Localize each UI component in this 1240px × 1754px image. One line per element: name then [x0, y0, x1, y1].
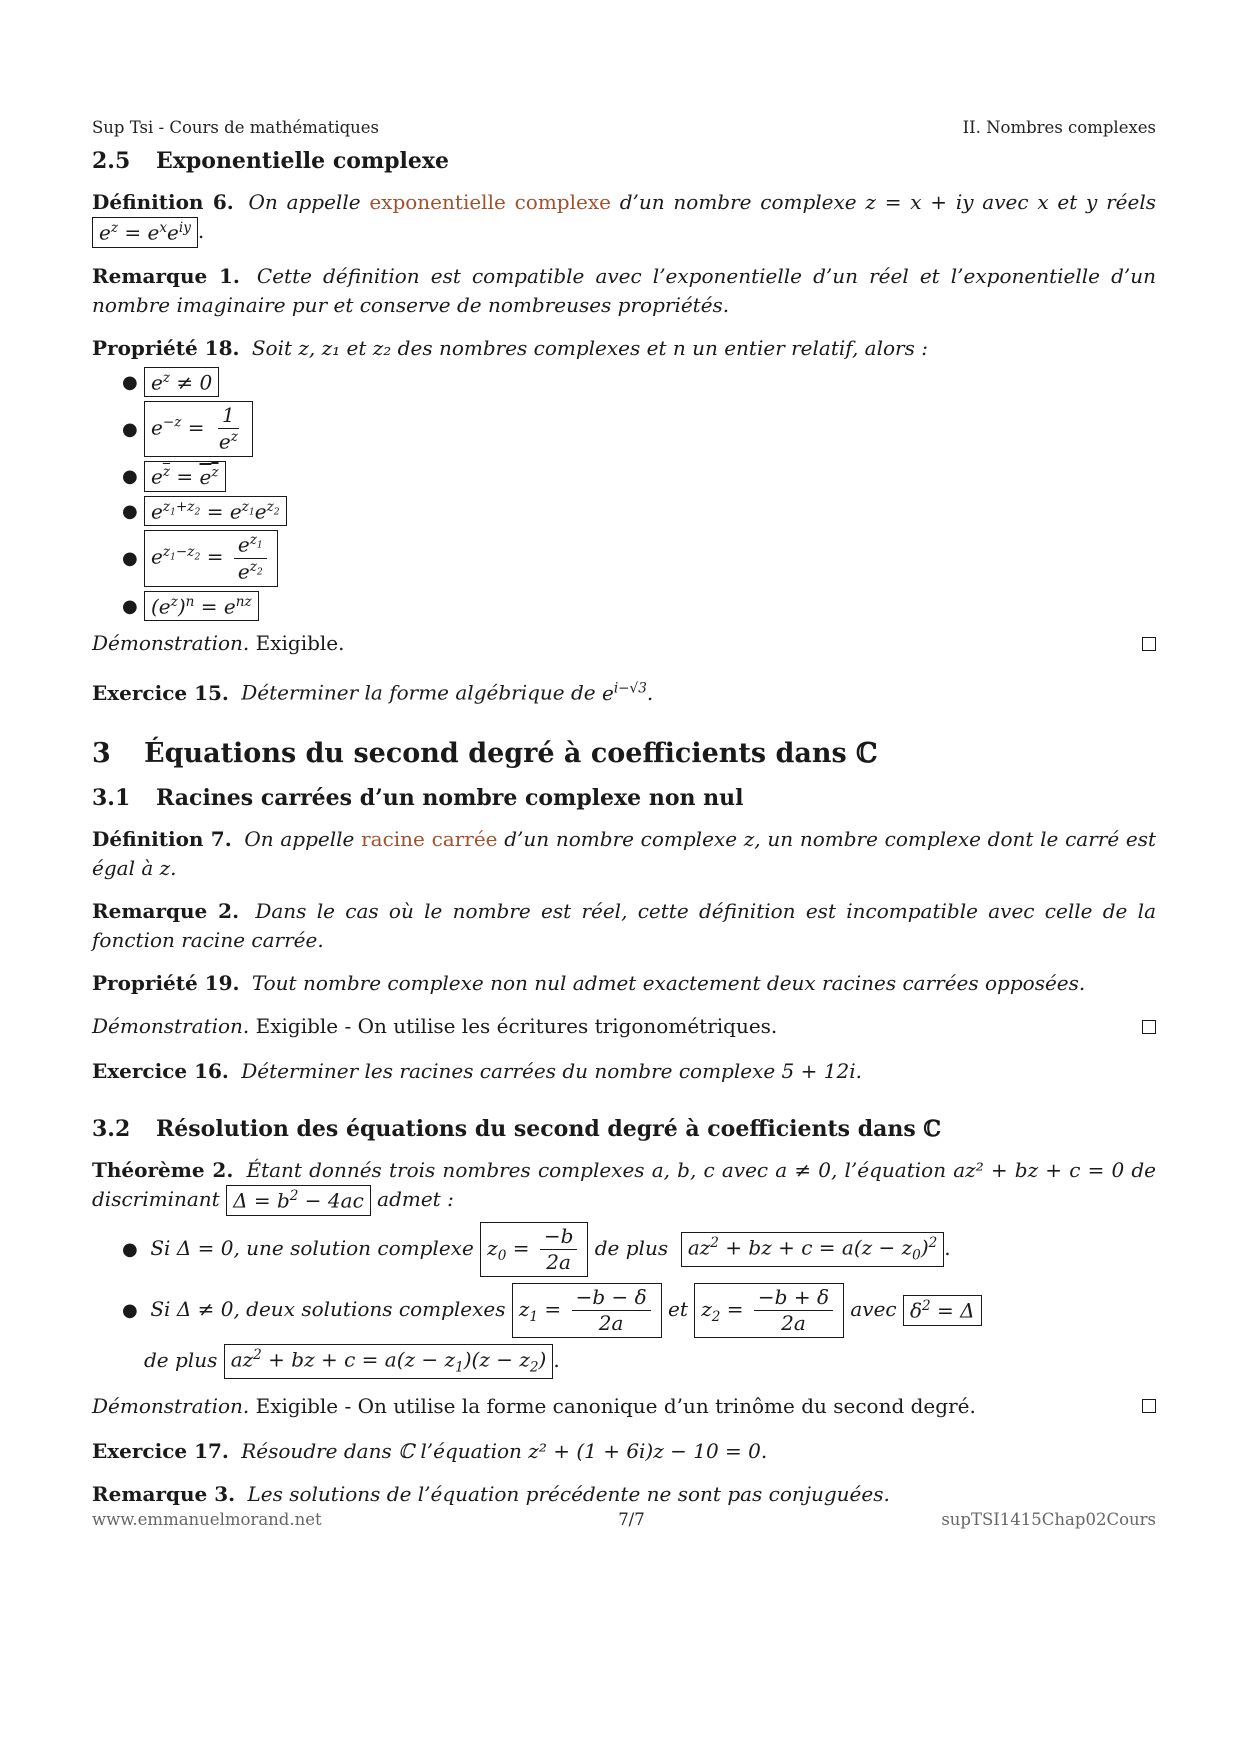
list-item — [122, 461, 1156, 492]
theorem-text-1: Étant donnés trois nombres complexes a, b, c avec a ≠ 0, l’équation az² + bz + c = 0 de discriminant — [92, 1158, 1157, 1212]
remark-label: Remarque 2. — [92, 899, 240, 924]
boxed-formula: $e^{z_1-z_2}$ = $\frac{e^{z_1}}{e^{z_2}}$ — [144, 530, 278, 586]
property-text: Soit z, z₁ et z₂ des nombres complexes et n un entier relatif, alors : — [251, 335, 928, 360]
case-text: Si Δ = 0, une solution complexe — [150, 1235, 474, 1260]
case-text: de plus — [594, 1235, 669, 1260]
footer-website-link[interactable]: www.emmanuelmorand.net — [92, 1510, 322, 1529]
header-right: II. Nombres complexes — [962, 118, 1156, 137]
section-title: Exponentielle complexe — [156, 148, 450, 174]
list-item — [122, 367, 1156, 398]
section-3-2-heading — [92, 1116, 1156, 1142]
section-number: 2.5 — [92, 148, 131, 174]
case-text: de plus — [144, 1347, 218, 1372]
list-item — [122, 401, 1156, 457]
definition-keyword: racine carrée — [361, 827, 498, 852]
bullet-icon: ● — [122, 595, 138, 617]
demonstration-label: Démonstration. — [92, 1393, 250, 1418]
header-left: Sup Tsi - Cours de mathématiques — [92, 118, 380, 137]
running-header — [92, 118, 1156, 146]
list-item: ● Si Δ = 0, une solution complexe $z_0$ = $\frac{-b}{2a}$ de plus $az^2$ + bz + $c = a(z - z_0)^2$ . — [122, 1222, 1156, 1277]
boxed-formula: $(e^z)^n = e^{nz}$ — [144, 591, 259, 622]
definition-keyword: exponentielle complexe — [369, 190, 611, 214]
theorem-2-cases — [122, 1222, 1156, 1382]
bullet-icon: ● — [122, 371, 138, 393]
case-text: Si Δ ≠ 0, deux solutions complexes — [150, 1296, 506, 1321]
boxed-formula: $e^{-z}$ = $\frac{1}{e^z}$ — [144, 401, 253, 457]
boxed-formula: $z_0$ = $\frac{-b}{2a}$ — [480, 1222, 588, 1277]
definition-7 — [92, 825, 1156, 883]
definition-text-2: d’un nombre complexe z, un nombre complexe dont le carré est égal à z. — [92, 827, 1157, 881]
boxed-formula: $\delta^2 = \Delta$ — [903, 1295, 982, 1326]
theorem-2 — [92, 1156, 1156, 1216]
remark-3 — [92, 1480, 1156, 1509]
definition-6 — [92, 188, 1156, 248]
property-label: Propriété 19. — [92, 971, 240, 996]
demonstration-text: Exigible - On utilise les écritures trigonométriques. — [255, 1014, 778, 1039]
theorem-text-2: admet : — [377, 1187, 454, 1212]
boxed-formula: $\Delta = b^2 - 4ac$ — [226, 1185, 371, 1216]
exercise-label: Exercice 17. — [92, 1438, 229, 1463]
case-continuation: de plus $az^2$ + bz + $c = a(z - z_1)(z - z_2)$ . — [144, 1338, 1156, 1382]
section-number: 3.2 — [92, 1116, 131, 1143]
definition-end: . — [197, 219, 205, 243]
bullet-icon: ● — [122, 548, 138, 570]
fraction: $\frac{-b + \delta}{2a}$ — [754, 1286, 833, 1335]
bullet-icon: ● — [122, 500, 138, 522]
boxed-formula: $z_2$ = $\frac{-b + \delta}{2a}$ — [694, 1283, 844, 1338]
remark-text: Cette définition est compatible avec l’exponentielle d’un réel et l’exponentielle d’un nombre imaginaire pur et conserve de nombreuses propriétés. — [92, 263, 1156, 317]
qed-square-icon — [1142, 1399, 1156, 1413]
definition-label: Définition 6. — [92, 190, 234, 214]
definition-text-2: d’un nombre complexe z = x + iy avec x et y réels — [619, 190, 1157, 214]
page-footer — [92, 1510, 1156, 1529]
section-2-5-heading — [92, 148, 1156, 174]
property-19 — [92, 969, 1156, 998]
definition-text-1: On appelle — [248, 190, 361, 214]
boxed-formula: $e^z \ne 0$ — [144, 367, 219, 398]
demonstration-1 — [92, 629, 1156, 658]
exercise-text: Déterminer la forme algébrique de — [241, 681, 596, 706]
qed-square-icon — [1142, 637, 1156, 651]
list-item — [122, 496, 1156, 527]
list-item — [122, 1283, 1156, 1382]
section-number: 3 — [92, 738, 111, 770]
section-title: Racines carrées d’un nombre complexe non nul — [156, 785, 744, 812]
demonstration-label: Démonstration. — [92, 631, 250, 656]
boxed-formula: $az^2$ + bz + $c = a(z - z_1)(z - z_2)$ — [224, 1344, 554, 1379]
section-3-heading — [92, 738, 1156, 769]
exercise-label: Exercice 16. — [92, 1059, 229, 1084]
fraction: $\frac{-b}{2a}$ — [540, 1225, 578, 1274]
demonstration-2 — [92, 1012, 1156, 1041]
section-number: 3.1 — [92, 785, 131, 812]
demonstration-text: Exigible - On utilise la forme canonique d’un trinôme du second degré. — [255, 1393, 976, 1418]
remark-label: Remarque 3. — [92, 1481, 236, 1506]
theorem-label: Théorème 2. — [92, 1158, 234, 1183]
exercise-16 — [92, 1057, 1156, 1086]
property-18 — [92, 334, 1156, 363]
case-text: et — [668, 1296, 688, 1321]
fraction: $\frac{e^{z_1}}{e^{z_2}}$ — [234, 533, 267, 583]
remark-label: Remarque 1. — [92, 263, 240, 288]
case-text: avec — [850, 1296, 897, 1321]
fraction: $\frac{-b - \delta}{2a}$ — [572, 1286, 651, 1335]
page-content — [92, 118, 1156, 1523]
boxed-formula: $z_1$ = $\frac{-b - \delta}{2a}$ — [512, 1283, 662, 1338]
property-text: Tout nombre complexe non nul admet exactement deux racines carrées opposées. — [251, 971, 1086, 996]
demonstration-label: Démonstration. — [92, 1014, 250, 1039]
remark-2 — [92, 897, 1156, 955]
exercise-text: Déterminer les racines carrées du nombre complexe 5 + 12i. — [241, 1059, 862, 1084]
page-number: 7/7 — [618, 1510, 645, 1529]
fraction: $\frac{1}{e^z}$ — [218, 403, 238, 455]
demonstration-3 — [92, 1392, 1156, 1421]
section-title: Résolution des équations du second degré à coefficients dans ℂ — [156, 1116, 941, 1143]
bullet-icon: ● — [122, 1238, 138, 1260]
bullet-icon: ● — [122, 465, 138, 487]
boxed-formula: $e^z = e^xe^{iy}$ — [92, 217, 198, 248]
demonstration-text: Exigible. — [255, 631, 345, 656]
boxed-formula: $az^2$ + bz + $c = a(z - z_0)^2$ — [681, 1232, 944, 1267]
definition-text-1: On appelle — [244, 827, 355, 852]
qed-square-icon — [1142, 1020, 1156, 1034]
exercise-text: Résoudre dans ℂ l’équation z² + (1 + 6i)z − 10 = 0. — [241, 1438, 768, 1463]
remark-text: Les solutions de l’équation précédente ne sont pas conjuguées. — [247, 1481, 890, 1506]
exercise-17 — [92, 1437, 1156, 1466]
section-3-1-heading — [92, 785, 1156, 811]
bullet-icon: ● — [122, 418, 138, 440]
boxed-formula: $e^{\overline{z}} = e^z$ — [144, 461, 226, 492]
remark-text: Dans le cas où le nombre est réel, cette définition est incompatible avec celle de la fonction racine carrée. — [92, 899, 1156, 953]
exercise-formula: $e^{i-√3}$. — [601, 680, 654, 706]
property-label: Propriété 18. — [92, 335, 240, 360]
remark-1 — [92, 262, 1156, 320]
definition-label: Définition 7. — [92, 827, 232, 852]
footer-document-id: supTSI1415Chap02Cours — [941, 1510, 1156, 1529]
property-18-list — [122, 367, 1156, 622]
list-item — [122, 591, 1156, 622]
boxed-formula: $e^{z_1+z_2} = e^{z_1}e^{z_2}$ — [144, 496, 287, 527]
section-title: Équations du second degré à coefficients dans ℂ — [144, 738, 878, 770]
exercise-15 — [92, 674, 1156, 708]
list-item — [122, 530, 1156, 586]
exercise-label: Exercice 15. — [92, 681, 229, 706]
bullet-icon: ● — [122, 1299, 138, 1321]
